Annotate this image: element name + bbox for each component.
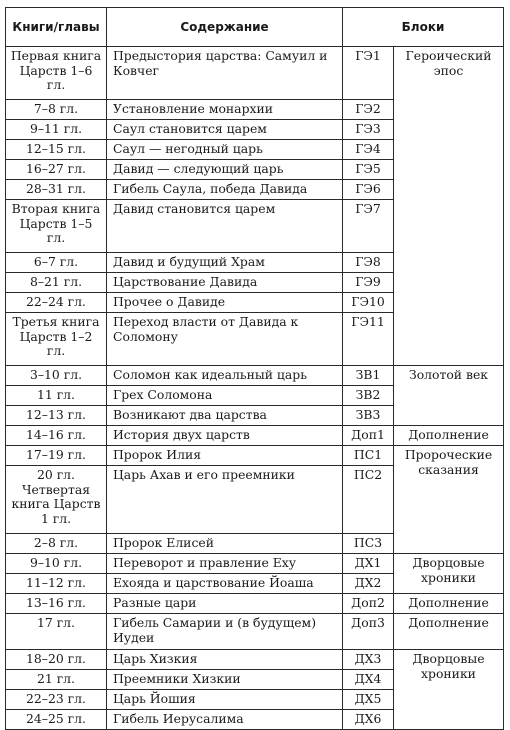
chapters-cell: 21 гл. — [6, 670, 107, 690]
block-code-cell: ГЭ3 — [343, 120, 394, 140]
content-cell: Саул становится царем — [107, 120, 343, 140]
content-cell: Соломон как идеальный царь — [107, 366, 343, 386]
content-cell: Гибель Саула, победа Давида — [107, 180, 343, 200]
block-code-cell: ПС3 — [343, 534, 394, 554]
content-cell: Гибель Самарии и (в будущем) Иудеи — [107, 614, 343, 650]
block-code-cell: ДХ1 — [343, 554, 394, 574]
block-name-cell: Дополнение — [394, 426, 504, 446]
chapters-cell: 14–16 гл. — [6, 426, 107, 446]
block-code-cell: Доп1 — [343, 426, 394, 446]
block-code-cell: ПС1 — [343, 446, 394, 466]
table-row — [6, 366, 504, 386]
block-code-cell: ГЭ9 — [343, 273, 394, 293]
content-cell: Царствование Давида — [107, 273, 343, 293]
content-cell: Царь Йошия — [107, 690, 343, 710]
content-cell: Гибель Иерусалима — [107, 710, 343, 730]
content-cell: Переход власти от Давида к Соломону — [107, 313, 343, 366]
block-name-cell: Дополнение — [394, 594, 504, 614]
block-code-cell: ГЭ10 — [343, 293, 394, 313]
header-blocks: Блоки — [343, 8, 504, 47]
chapters-cell: 2–8 гл. — [6, 534, 107, 554]
chapters-cell: Третья книга Царств 1–2 гл. — [6, 313, 107, 366]
block-code-cell: ГЭ8 — [343, 253, 394, 273]
content-cell: Разные цари — [107, 594, 343, 614]
chapters-cell: 12–15 гл. — [6, 140, 107, 160]
books-chapters-table — [5, 7, 504, 730]
chapters-cell: 22–24 гл. — [6, 293, 107, 313]
chapters-cell: 20 гл. Четвертая книга Царств 1 гл. — [6, 466, 107, 534]
page — [5, 7, 504, 730]
content-cell: Давид и будущий Храм — [107, 253, 343, 273]
chapters-cell: 9–11 гл. — [6, 120, 107, 140]
chapters-cell: 11–12 гл. — [6, 574, 107, 594]
chapters-cell: 24–25 гл. — [6, 710, 107, 730]
chapters-cell: 7–8 гл. — [6, 100, 107, 120]
table-row — [6, 47, 504, 100]
block-code-cell: ГЭ6 — [343, 180, 394, 200]
content-cell: Царь Хизкия — [107, 650, 343, 670]
block-code-cell: Доп3 — [343, 614, 394, 650]
block-code-cell: ГЭ11 — [343, 313, 394, 366]
block-name-cell: Дополнение — [394, 614, 504, 650]
chapters-cell: 12–13 гл. — [6, 406, 107, 426]
content-cell: Саул — негодный царь — [107, 140, 343, 160]
block-code-cell: ГЭ5 — [343, 160, 394, 180]
content-cell: История двух царств — [107, 426, 343, 446]
block-code-cell: ГЭ2 — [343, 100, 394, 120]
chapters-cell: 22–23 гл. — [6, 690, 107, 710]
content-cell: Возникают два царства — [107, 406, 343, 426]
block-name-cell: Пророческие сказания — [394, 446, 504, 554]
chapters-cell: 9–10 гл. — [6, 554, 107, 574]
content-cell: Давид становится царем — [107, 200, 343, 253]
chapters-cell: Первая книга Царств 1–6 гл. — [6, 47, 107, 100]
content-cell: Предыстория царства: Самуил и Ковчег — [107, 47, 343, 100]
content-cell: Царь Ахав и его преемники — [107, 466, 343, 534]
chapters-cell: 6–7 гл. — [6, 253, 107, 273]
chapters-cell: Вторая книга Царств 1–5 гл. — [6, 200, 107, 253]
block-code-cell: ЗВ2 — [343, 386, 394, 406]
content-cell: Давид — следующий царь — [107, 160, 343, 180]
content-cell: Пророк Илия — [107, 446, 343, 466]
table-header-row — [6, 8, 504, 47]
chapters-cell: 18–20 гл. — [6, 650, 107, 670]
block-code-cell: Доп2 — [343, 594, 394, 614]
block-code-cell: ДХ2 — [343, 574, 394, 594]
table-row — [6, 594, 504, 614]
table-row — [6, 426, 504, 446]
block-code-cell: ГЭ7 — [343, 200, 394, 253]
block-code-cell: ДХ6 — [343, 710, 394, 730]
chapters-cell: 17 гл. — [6, 614, 107, 650]
block-code-cell: ПС2 — [343, 466, 394, 534]
block-code-cell: ГЭ1 — [343, 47, 394, 100]
block-code-cell: ГЭ4 — [343, 140, 394, 160]
block-name-cell: Золотой век — [394, 366, 504, 426]
content-cell: Прочее о Давиде — [107, 293, 343, 313]
table-row — [6, 650, 504, 670]
header-chapters: Книги/главы — [6, 8, 107, 47]
content-cell: Установление монархии — [107, 100, 343, 120]
content-cell: Грех Соломона — [107, 386, 343, 406]
block-code-cell: ДХ3 — [343, 650, 394, 670]
block-code-cell: ДХ4 — [343, 670, 394, 690]
block-name-cell: Дворцовые хроники — [394, 650, 504, 730]
header-content: Содержание — [107, 8, 343, 47]
content-cell: Преемники Хизкии — [107, 670, 343, 690]
table-row — [6, 446, 504, 466]
chapters-cell: 11 гл. — [6, 386, 107, 406]
content-cell: Ехояда и царствование Йоаша — [107, 574, 343, 594]
chapters-cell: 8–21 гл. — [6, 273, 107, 293]
chapters-cell: 28–31 гл. — [6, 180, 107, 200]
block-name-cell: Дворцовые хроники — [394, 554, 504, 594]
table-row — [6, 614, 504, 650]
content-cell: Пророк Елисей — [107, 534, 343, 554]
block-name-cell: Героический эпос — [394, 47, 504, 366]
block-code-cell: ЗВ1 — [343, 366, 394, 386]
content-cell: Переворот и правление Еху — [107, 554, 343, 574]
block-code-cell: ЗВ3 — [343, 406, 394, 426]
chapters-cell: 13–16 гл. — [6, 594, 107, 614]
table-row — [6, 554, 504, 574]
chapters-cell: 16–27 гл. — [6, 160, 107, 180]
chapters-cell: 17–19 гл. — [6, 446, 107, 466]
block-code-cell: ДХ5 — [343, 690, 394, 710]
chapters-cell: 3–10 гл. — [6, 366, 107, 386]
